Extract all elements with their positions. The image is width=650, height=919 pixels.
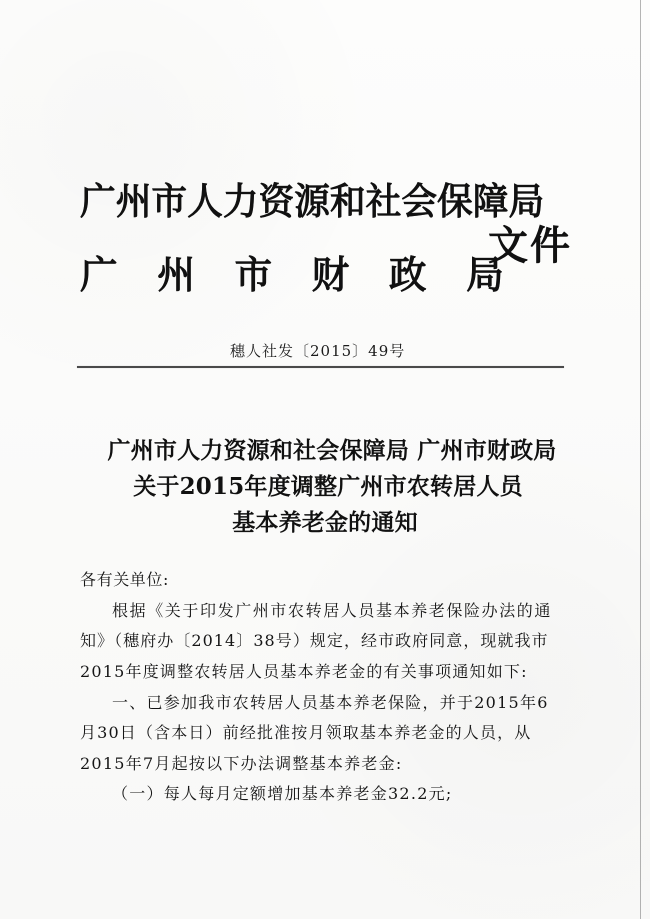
paragraph-1-line-1: 根据《关于印发广州市农转居人员基本养老保险办法的通 bbox=[112, 601, 553, 620]
paragraph-2-line-3: 2015年7月起按以下办法调整基本养老金: bbox=[80, 754, 403, 773]
issuing-agency-line-1: 广州市人力资源和社会保障局 bbox=[80, 179, 545, 223]
document-type-label: 文件 bbox=[488, 222, 572, 269]
recipient-line: 各有关单位: bbox=[80, 570, 169, 589]
paragraph-3-line-1: （一）每人每月定额增加基本养老金32.2元; bbox=[112, 784, 453, 803]
document-number: 穗人社发〔2015〕49号 bbox=[230, 342, 406, 360]
notice-title-line-1: 广州市人力资源和社会保障局 广州市财政局 bbox=[107, 437, 557, 464]
paragraph-2-line-1: 一、已参加我市农转居人员基本养老保险，并于2015年6 bbox=[112, 693, 549, 712]
paragraph-1-line-2: 知》（穗府办〔2014〕38号）规定，经市政府同意，现就我市 bbox=[80, 631, 549, 650]
paragraph-2-line-2: 月30日（含本日）前经批准按月领取基本养老金的人员，从 bbox=[80, 723, 532, 742]
document-header bbox=[0, 0, 650, 330]
notice-title-line-3: 基本养老金的通知 bbox=[232, 509, 418, 536]
paragraph-1-line-3: 2015年度调整农转居人员基本养老金的有关事项通知如下: bbox=[80, 662, 528, 681]
header-divider bbox=[77, 366, 564, 368]
issuing-agency-line-2: 广州市财政局 bbox=[80, 252, 544, 297]
notice-title-line-2: 关于2015年度调整广州市农转居人员 bbox=[133, 473, 523, 500]
